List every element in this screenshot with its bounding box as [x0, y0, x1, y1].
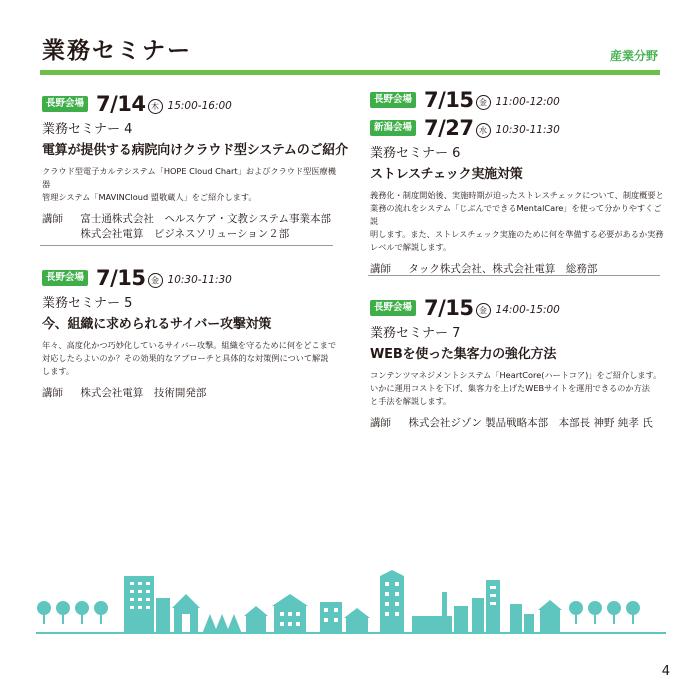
building-icon — [156, 598, 170, 634]
speaker-names — [80, 386, 206, 401]
tree-icon — [626, 601, 640, 624]
seminar-4 — [42, 90, 348, 242]
description-line: 業務の流れをシステム「じぶんでできるMentalCare」を使って分かりやすくご説 — [370, 203, 662, 226]
speaker-line: 株式会社電算 ビジネスソリューション２部 — [80, 228, 290, 240]
divider — [40, 245, 333, 246]
date: 7/27 — [424, 116, 474, 140]
time: 11:00-12:00 — [495, 96, 560, 108]
description — [370, 189, 666, 254]
tree-icon — [588, 601, 602, 624]
building-icon — [510, 604, 534, 634]
time: 14:00-15:00 — [495, 304, 560, 316]
speaker-line: 株式会社ジゾン 製品戦略本部 本部長 神野 純孝 氏 — [408, 417, 653, 429]
tree-icon — [607, 601, 621, 624]
category-label: 産業分野 — [609, 49, 658, 63]
date-line — [370, 294, 666, 322]
speaker-role: 講師 — [370, 263, 391, 275]
date-line — [42, 264, 338, 292]
seminar-title: ストレスチェック実施対策 — [370, 167, 523, 182]
seminar-title: 今、組織に求められるサイバー攻撃対策 — [42, 317, 272, 332]
speaker-role: 講師 — [42, 213, 63, 225]
date: 7/15 — [424, 88, 474, 112]
seminar-number: 業務セミナー 5 — [42, 296, 133, 311]
date-line — [42, 90, 338, 118]
speaker-names — [408, 416, 652, 431]
weekday-badge: 木 — [148, 99, 163, 114]
house-icon — [344, 608, 370, 634]
page-number: 4 — [661, 664, 670, 679]
venue-badge: 新潟会場 — [370, 120, 416, 136]
factory-icon — [412, 592, 468, 634]
venue-badge: 長野会場 — [370, 300, 416, 316]
date-line — [370, 86, 666, 114]
description-line: いかに運用コストを下げ、集客力を上げたWEBサイトを運用できるのか方法 — [370, 383, 650, 393]
building-icon — [320, 602, 342, 634]
house-icon — [538, 600, 562, 634]
description-line: コンテンツマネジメントシステム「HeartCore(ハートコア)」をご紹介します。 — [370, 370, 662, 380]
description-line: 年々、高度化かつ巧妙化しているサイバー攻撃。組織を守るために何をどこまで — [42, 340, 337, 350]
tree-icon — [569, 601, 583, 624]
town-skyline-illustration — [36, 570, 666, 634]
description-line: クラウド型電子カルテシステム「HOPE Cloud Chart」およびクラウド型医療機器 — [42, 166, 336, 189]
seminar-5 — [42, 264, 338, 401]
tree-icon — [226, 614, 242, 634]
description-line: レベルで解説します。 — [370, 242, 452, 252]
time: 15:00-16:00 — [167, 100, 232, 112]
tree-icon — [94, 601, 108, 624]
speaker-names — [80, 212, 331, 242]
weekday-badge: 金 — [476, 95, 491, 110]
venue-badge: 長野会場 — [42, 96, 88, 112]
venue-badge: 長野会場 — [370, 92, 416, 108]
house-icon — [244, 606, 268, 634]
weekday-badge: 水 — [476, 123, 491, 138]
seminar-6 — [370, 86, 666, 277]
speaker-line: 株式会社電算 技術開発部 — [80, 387, 207, 399]
description-line: します。 — [42, 366, 75, 376]
tree-icon — [37, 601, 51, 624]
speaker-line: タック株式会社、株式会社電算 総務部 — [408, 263, 598, 275]
speaker — [42, 386, 338, 401]
title-rule — [40, 70, 660, 75]
date: 7/14 — [96, 92, 146, 116]
date: 7/15 — [424, 296, 474, 320]
weekday-badge: 金 — [476, 303, 491, 318]
seminar-title: WEBを使った集客力の強化方法 — [370, 347, 557, 362]
speaker — [42, 212, 338, 242]
page-title: 業務セミナー — [42, 38, 192, 64]
description-line: と手法を解説します。 — [370, 396, 452, 406]
time: 10:30-11:30 — [167, 274, 232, 286]
description — [42, 165, 338, 204]
speaker — [370, 416, 666, 431]
seminar-number: 業務セミナー 7 — [370, 326, 461, 341]
description-line: 対応したらよいのか？その効果的なアプローチと具体的な対策例について解説 — [42, 353, 329, 363]
tree-icon — [56, 601, 70, 624]
weekday-badge: 金 — [148, 273, 163, 288]
seminar-title: 電算が提供する病院向けクラウド型システムのご紹介 — [42, 143, 348, 158]
speaker-role: 講師 — [42, 387, 63, 399]
description — [370, 369, 666, 408]
time: 10:30-11:30 — [495, 124, 560, 136]
seminar-number: 業務セミナー 4 — [42, 122, 133, 137]
venue-badge: 長野会場 — [42, 270, 88, 286]
description-line: 義務化・制度開始後、実施時期が迫ったストレスチェックについて、制度概要と — [370, 190, 664, 200]
speaker-role: 講師 — [370, 417, 391, 429]
speaker-line: 富士通株式会社 ヘルスケア・文教システム事業本部 — [80, 213, 331, 225]
description-line: 明します。また、ストレスチェック実施のために何を準備する必要があるか実務 — [370, 229, 664, 239]
divider — [368, 275, 660, 276]
tree-icon — [75, 601, 89, 624]
seminar-number: 業務セミナー 6 — [370, 146, 461, 161]
date-line — [370, 114, 666, 142]
description — [42, 339, 338, 378]
seminar-7 — [370, 294, 666, 431]
description-line: 管理システム「MAVINCloud 盟敬蔵人」をご紹介します。 — [42, 192, 257, 202]
building-icon — [380, 570, 404, 634]
date: 7/15 — [96, 266, 146, 290]
